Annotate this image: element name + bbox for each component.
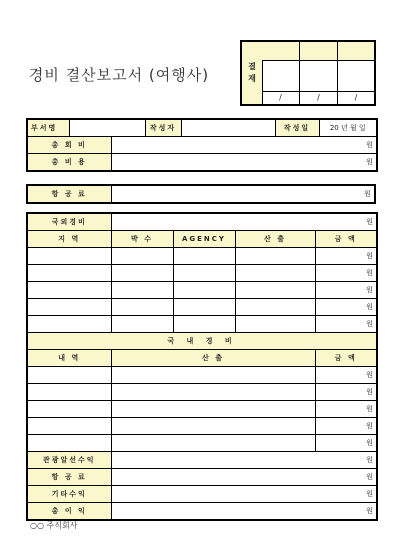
amount-cell[interactable]: 원 [315,418,377,435]
author-label: 작성자 [145,119,181,137]
summary-field-other-income[interactable]: 원 [111,486,377,503]
table-row [27,248,377,265]
amount-cell[interactable]: 원 [315,248,377,265]
amount-cell[interactable]: 원 [315,401,377,418]
summary-label-total-profit: 총 이 익 [27,503,111,521]
expense-table [26,212,378,521]
company-name: ○○ 주식회사 [30,521,78,530]
table-row [27,282,377,299]
summary-field-total-profit[interactable]: 원 [111,503,377,521]
airfare-field[interactable]: 원 [111,185,375,203]
table-row [27,401,377,418]
overseas-title: 국외경비 [27,213,111,231]
summary-field-tour-commission[interactable]: 원 [111,452,377,469]
author-field[interactable] [181,119,275,137]
table-row [27,435,377,452]
overseas-col-calc: 산 출 [235,231,315,248]
total-expense-field[interactable]: 원 [111,154,377,172]
amount-cell[interactable]: 원 [315,384,377,401]
total-cost-label: 총 회 비 [27,137,111,154]
approval-slot-3[interactable] [338,42,374,104]
approval-box [240,40,376,106]
date-label: 작성일 [275,119,319,137]
amount-cell[interactable]: 원 [315,435,377,452]
dept-field[interactable] [69,119,145,137]
approval-date-3: / [338,91,374,104]
amount-cell[interactable]: 원 [315,282,377,299]
domestic-col-item: 내 역 [27,350,111,367]
approval-date-1: / [262,91,299,104]
date-field[interactable]: 20 년 월 일 [319,119,377,137]
amount-cell[interactable]: 원 [315,299,377,316]
amount-cell[interactable]: 원 [315,367,377,384]
approval-label [242,42,263,104]
table-row [27,316,377,333]
domestic-col-amount: 금 액 [315,350,377,367]
table-row [27,265,377,282]
domestic-col-calc: 산 출 [111,350,315,367]
airfare-table [26,184,376,204]
overseas-col-region: 지 역 [27,231,111,248]
amount-cell[interactable]: 원 [315,316,377,333]
total-cost-field[interactable]: 원 [111,137,377,154]
summary-field-airfare[interactable]: 원 [111,469,377,486]
summary-label-airfare: 항 공 료 [27,469,111,486]
dept-label: 부서명 [27,119,69,137]
approval-label-bottom: 재 [248,74,256,83]
approval-slot-1[interactable] [262,42,300,104]
table-row [27,384,377,401]
approval-slot-2[interactable] [300,42,338,104]
approval-date-2: / [300,91,337,104]
summary-label-tour-commission: 관광알선수익 [27,452,111,469]
overseas-col-agency: AGENCY [173,231,235,248]
airfare-label: 항 공 료 [27,185,111,203]
table-row [27,418,377,435]
summary-label-other-income: 기타수익 [27,486,111,503]
total-expense-label: 총 비 용 [27,154,111,172]
approval-label-top: 결 [248,62,256,71]
amount-cell[interactable]: 원 [315,265,377,282]
overseas-col-amount: 금 액 [315,231,377,248]
header-table [26,118,378,172]
table-row [27,299,377,316]
table-row [27,367,377,384]
overseas-col-nights: 박 수 [111,231,173,248]
overseas-total-field[interactable]: 원 [111,213,377,231]
document-title: 경비 결산보고서 (여행사) [28,66,210,84]
domestic-title: 국 내 경 비 [27,333,377,350]
